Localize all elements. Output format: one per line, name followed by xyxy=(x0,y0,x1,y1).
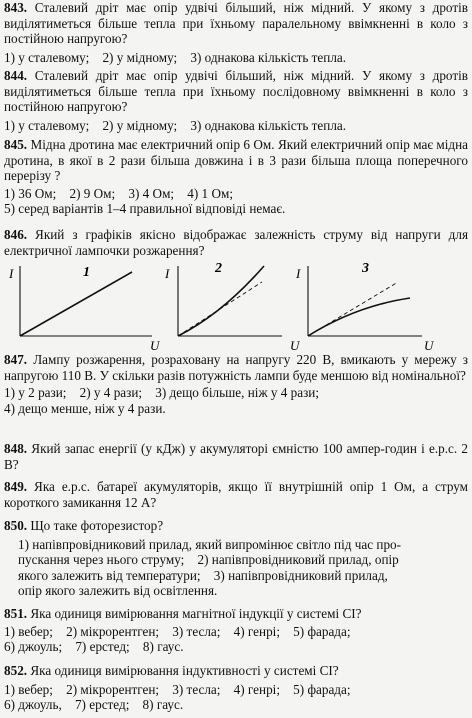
answer-block xyxy=(4,534,468,599)
graph-1-y-axis-label: I xyxy=(9,266,14,281)
question-text: Яка одиниця вимірювання індуктивності у системі СІ? xyxy=(30,663,339,678)
graph-3-x-axis-label: U xyxy=(424,338,434,352)
question-text: Який запас енергії (у кДж) у акумуляторі ємністю 100 ампер-годин і е.р.с. 2 В? xyxy=(4,441,468,472)
question-text: Сталевий дріт має опір удвічі більший, ніж мідний. У якому з дротів виділятиметься більше тепла при їхньому паралельному ввімкненні в коло з постійною напругою? xyxy=(4,0,469,47)
question-text: Сталевий дріт має опір удвічі більший, ніж мідний. У якому з дротів виділятиметься більше тепла при їхньому послідовному ввімкненні в коло з постійною напругою? xyxy=(4,68,469,115)
answer-options-line-1: 1) напівпровідниковий прилад, який випромінює світло під час про- xyxy=(18,536,402,552)
question-844 xyxy=(4,68,468,133)
answer-options-line-2: 5) серед варіантів 1–4 правильної відповіді немає. xyxy=(4,201,286,217)
question-number: 846. xyxy=(4,227,28,242)
question-text: Яка е.р.с. батареї акумуляторів, якщо її внутрішній опір 1 Ом, а струм короткого замикання 12 А? xyxy=(4,479,469,510)
question-text: Який з графіків якісно відображає залежність струму від напруги для електричної лампочки розжарення? xyxy=(4,227,469,258)
question-number: 844. xyxy=(4,68,28,83)
graph-1-x-axis-label: U xyxy=(150,338,160,352)
graph-2 xyxy=(164,261,301,352)
question-847 xyxy=(4,352,468,416)
graph-3-curve xyxy=(308,298,410,336)
question-number: 848. xyxy=(4,441,28,456)
answer-options: 1) у сталевому; 2) у мідному; 3) однакова кількість тепла. xyxy=(4,49,347,65)
answer-options-line-4: опір якого залежить від освітлення. xyxy=(18,583,218,599)
question-text: Мідна дротина має електричний опір 6 Ом. Який електричний опір має мідна дротина, в якої в 2 рази більша довжина і в 3 рази більша площа поперечного перерізу ? xyxy=(4,137,469,184)
graph-3 xyxy=(295,261,435,352)
answer-options-line-1: 1) у 2 рази; 2) у 4 рази; 3) дещо більше, ніж у 4 рази; xyxy=(4,385,320,401)
question-number: 849. xyxy=(4,479,28,494)
answer-options-line-2: пускання через нього струму; 2) напівпровідниковий прилад, опір xyxy=(18,552,399,568)
question-number: 850. xyxy=(4,518,28,533)
iv-graphs xyxy=(0,260,472,352)
graph-1-curve xyxy=(20,272,132,336)
question-845 xyxy=(4,137,468,217)
graph-3-number: 3 xyxy=(362,261,369,276)
answer-options-line-1: 1) 36 Ом; 2) 9 Ом; 3) 4 Ом; 4) 1 Ом; xyxy=(4,185,233,201)
question-850 xyxy=(4,518,468,599)
graph-2-number: 2 xyxy=(215,261,222,276)
question-text: Яка одиниця вимірювання магнітної індукції у системі СІ? xyxy=(30,606,362,621)
question-846 xyxy=(4,227,468,258)
question-843 xyxy=(4,0,468,65)
question-number: 845. xyxy=(4,137,28,152)
answer-options-line-3: якого залежить від температури; 3) напівпровідниковий прилад, xyxy=(18,567,388,583)
question-849 xyxy=(4,479,468,510)
graph-2-x-axis-label: U xyxy=(290,338,300,352)
answer-options: 1) у сталевому; 2) у мідному; 3) однакова кількість тепла. xyxy=(4,117,347,133)
question-number: 843. xyxy=(4,0,28,15)
answer-options-line-1: 1) вебер; 2) мікрорентген; 3) тесла; 4) генрі; 5) фарада; xyxy=(4,681,351,697)
answer-options-line-2: 4) дещо менше, ніж у 4 рази. xyxy=(4,400,166,416)
question-text: Лампу розжарення, розраховану на напругу 220 В, вмикають у мережу з напругою 110 В. У скільки разів потужність лампи буде меншою від номінальної? xyxy=(4,352,468,383)
answer-options-line-2: 6) джоуль, 7) ерстед; 8) гаус. xyxy=(4,697,184,713)
question-number: 852. xyxy=(4,663,28,678)
question-number: 851. xyxy=(4,606,28,621)
question-number: 847. xyxy=(4,352,28,367)
answer-options-line-1: 1) вебер; 2) мікрорентген; 3) тесла; 4) генрі; 5) фарада; xyxy=(4,623,351,639)
graph-2-y-axis-label: I xyxy=(165,266,170,281)
question-851 xyxy=(4,606,468,655)
question-text: Що таке фоторезистор? xyxy=(30,518,164,533)
graph-3-y-axis-label: I xyxy=(296,266,301,281)
graph-1 xyxy=(8,265,161,352)
graph-2-curve xyxy=(178,266,264,336)
question-848 xyxy=(4,441,468,472)
graph-1-number: 1 xyxy=(83,265,90,280)
answer-options-line-2: 6) джоуль; 7) ерстед; 8) гаус. xyxy=(4,639,184,655)
question-852 xyxy=(4,663,468,713)
